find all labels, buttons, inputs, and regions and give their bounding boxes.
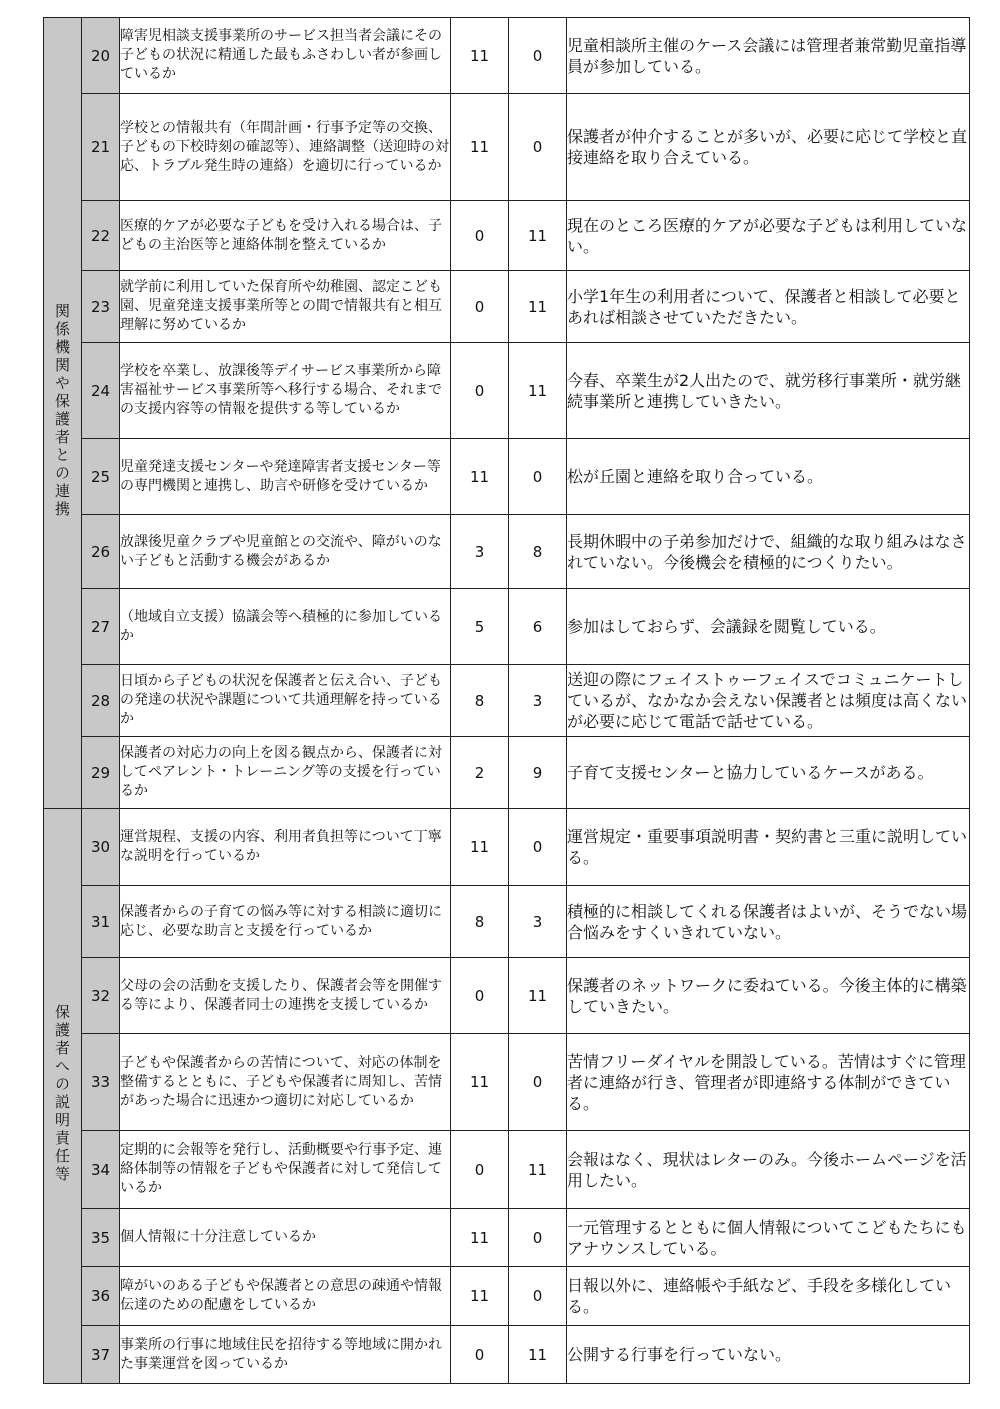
yes-count: 0 xyxy=(451,271,509,343)
comment-text: 長期休暇中の子弟参加だけで、組織的な取り組みはなされていない。今後機会を積極的につくりたい。 xyxy=(567,515,970,589)
item-number: 22 xyxy=(82,201,120,271)
question-text: 障害児相談支援事業所のサービス担当者会議にその子どもの状況に精通した最もふさわしい者が参画しているか xyxy=(120,18,451,94)
item-number: 30 xyxy=(82,809,120,886)
comment-text: 積極的に相談してくれる保護者はよいが、そうでない場合悩みをすくいきれていない。 xyxy=(567,886,970,958)
item-number: 35 xyxy=(82,1209,120,1267)
comment-text: 保護者のネットワークに委ねている。今後主体的に構築していきたい。 xyxy=(567,958,970,1034)
table-row xyxy=(44,515,970,589)
comment-text: 保護者が仲介することが多いが、必要に応じて学校と直接連絡を取り合えている。 xyxy=(567,94,970,201)
no-count: 11 xyxy=(509,1326,567,1384)
no-count: 9 xyxy=(509,737,567,809)
yes-count: 0 xyxy=(451,958,509,1034)
item-number: 23 xyxy=(82,271,120,343)
no-count: 0 xyxy=(509,809,567,886)
question-text: 児童発達支援センターや発達障害者支援センター等の専門機関と連携し、助言や研修を受けているか xyxy=(120,439,451,515)
yes-count: 11 xyxy=(451,1209,509,1267)
question-text: （地域自立支援）協議会等へ積極的に参加しているか xyxy=(120,589,451,665)
question-text: 個人情報に十分注意しているか xyxy=(120,1209,451,1267)
comment-text: 送迎の際にフェイストゥーフェイスでコミュニケートしているが、なかなか会えない保護者とは頻度は高くないが必要に応じて電話で話せている。 xyxy=(567,665,970,737)
category-cell xyxy=(44,18,82,809)
yes-count: 8 xyxy=(451,886,509,958)
no-count: 11 xyxy=(509,271,567,343)
table-row xyxy=(44,737,970,809)
question-text: 運営規程、支援の内容、利用者負担等について丁寧な説明を行っているか xyxy=(120,809,451,886)
table-row xyxy=(44,201,970,271)
category-cell xyxy=(44,809,82,1384)
no-count: 11 xyxy=(509,1131,567,1209)
table-row xyxy=(44,439,970,515)
question-text: 子どもや保護者からの苦情について、対応の体制を整備するとともに、子どもや保護者に周知し、苦情があった場合に迅速かつ適切に対応しているか xyxy=(120,1034,451,1131)
question-text: 父母の会の活動を支援したり、保護者会等を開催する等により、保護者同士の連携を支援しているか xyxy=(120,958,451,1034)
yes-count: 11 xyxy=(451,18,509,94)
no-count: 3 xyxy=(509,665,567,737)
table-row xyxy=(44,809,970,886)
yes-count: 11 xyxy=(451,1034,509,1131)
table-row xyxy=(44,271,970,343)
question-text: 日頃から子どもの状況を保護者と伝え合い、子どもの発達の状況や課題について共通理解を持っているか xyxy=(120,665,451,737)
comment-text: 現在のところ医療的ケアが必要な子どもは利用していない。 xyxy=(567,201,970,271)
item-number: 32 xyxy=(82,958,120,1034)
item-number: 27 xyxy=(82,589,120,665)
yes-count: 11 xyxy=(451,809,509,886)
comment-text: 日報以外に、連絡帳や手紙など、手段を多様化している。 xyxy=(567,1267,970,1326)
no-count: 0 xyxy=(509,1267,567,1326)
comment-text: 子育て支援センターと協力しているケースがある。 xyxy=(567,737,970,809)
table-row xyxy=(44,589,970,665)
yes-count: 11 xyxy=(451,94,509,201)
table-row xyxy=(44,18,970,94)
question-text: 学校を卒業し、放課後等デイサービス事業所から障害福祉サービス事業所等へ移行する場合、それまでの支援内容等の情報を提供する等しているか xyxy=(120,343,451,439)
item-number: 26 xyxy=(82,515,120,589)
yes-count: 11 xyxy=(451,439,509,515)
yes-count: 8 xyxy=(451,665,509,737)
table-row xyxy=(44,958,970,1034)
yes-count: 5 xyxy=(451,589,509,665)
item-number: 20 xyxy=(82,18,120,94)
table-row xyxy=(44,886,970,958)
yes-count: 0 xyxy=(451,343,509,439)
table-row xyxy=(44,1326,970,1384)
comment-text: 苦情フリーダイヤルを開設している。苦情はすぐに管理者に連絡が行き、管理者が即連絡する体制ができている。 xyxy=(567,1034,970,1131)
question-text: 事業所の行事に地域住民を招待する等地域に開かれた事業運営を図っているか xyxy=(120,1326,451,1384)
no-count: 0 xyxy=(509,1034,567,1131)
no-count: 0 xyxy=(509,18,567,94)
comment-text: 公開する行事を行っていない。 xyxy=(567,1326,970,1384)
comment-text: 会報はなく、現状はレターのみ。今後ホームページを活用したい。 xyxy=(567,1131,970,1209)
evaluation-table xyxy=(43,17,970,1384)
item-number: 25 xyxy=(82,439,120,515)
yes-count: 0 xyxy=(451,1326,509,1384)
item-number: 31 xyxy=(82,886,120,958)
no-count: 8 xyxy=(509,515,567,589)
question-text: 医療的ケアが必要な子どもを受け入れる場合は、子どもの主治医等と連絡体制を整えているか xyxy=(120,201,451,271)
yes-count: 0 xyxy=(451,1131,509,1209)
no-count: 0 xyxy=(509,439,567,515)
no-count: 11 xyxy=(509,343,567,439)
item-number: 24 xyxy=(82,343,120,439)
comment-text: 小学1年生の利用者について、保護者と相談して必要とあれば相談させていただきたい。 xyxy=(567,271,970,343)
table-row xyxy=(44,1034,970,1131)
item-number: 37 xyxy=(82,1326,120,1384)
comment-text: 今春、卒業生が2人出たので、就労移行事業所・就労継続事業所と連携していきたい。 xyxy=(567,343,970,439)
item-number: 21 xyxy=(82,94,120,201)
no-count: 3 xyxy=(509,886,567,958)
question-text: 学校との情報共有（年間計画・行事予定等の交換、子どもの下校時刻の確認等）、連絡調整（送迎時の対応、トラブル発生時の連絡）を適切に行っているか xyxy=(120,94,451,201)
item-number: 34 xyxy=(82,1131,120,1209)
question-text: 放課後児童クラブや児童館との交流や、障がいのない子どもと活動する機会があるか xyxy=(120,515,451,589)
no-count: 6 xyxy=(509,589,567,665)
item-number: 33 xyxy=(82,1034,120,1131)
question-text: 障がいのある子どもや保護者との意思の疎通や情報伝達のための配慮をしているか xyxy=(120,1267,451,1326)
comment-text: 参加はしておらず、会議録を閲覧している。 xyxy=(567,589,970,665)
no-count: 0 xyxy=(509,94,567,201)
category-label: 関係機関や保護者との連携 xyxy=(53,303,71,519)
yes-count: 3 xyxy=(451,515,509,589)
question-text: 就学前に利用していた保育所や幼稚園、認定こども園、児童発達支援事業所等との間で情報共有と相互理解に努めているか xyxy=(120,271,451,343)
question-text: 定期的に会報等を発行し、活動概要や行事予定、連絡体制等の情報を子どもや保護者に対して発信しているか xyxy=(120,1131,451,1209)
comment-text: 運営規定・重要事項説明書・契約書と三重に説明している。 xyxy=(567,809,970,886)
comment-text: 児童相談所主催のケース会議には管理者兼常勤児童指導員が参加している。 xyxy=(567,18,970,94)
table-row xyxy=(44,1267,970,1326)
question-text: 保護者の対応力の向上を図る観点から、保護者に対してペアレント・トレーニング等の支援を行っているか xyxy=(120,737,451,809)
yes-count: 2 xyxy=(451,737,509,809)
yes-count: 0 xyxy=(451,201,509,271)
category-label: 保護者への説明責任等 xyxy=(53,1004,71,1184)
table-row xyxy=(44,94,970,201)
no-count: 11 xyxy=(509,958,567,1034)
item-number: 29 xyxy=(82,737,120,809)
table-row xyxy=(44,1131,970,1209)
table-row xyxy=(44,665,970,737)
no-count: 0 xyxy=(509,1209,567,1267)
table-row xyxy=(44,1209,970,1267)
comment-text: 松が丘園と連絡を取り合っている。 xyxy=(567,439,970,515)
question-text: 保護者からの子育ての悩み等に対する相談に適切に応じ、必要な助言と支援を行っているか xyxy=(120,886,451,958)
item-number: 36 xyxy=(82,1267,120,1326)
yes-count: 11 xyxy=(451,1267,509,1326)
comment-text: 一元管理するとともに個人情報についてこどもたちにもアナウンスしている。 xyxy=(567,1209,970,1267)
table-row xyxy=(44,343,970,439)
no-count: 11 xyxy=(509,201,567,271)
item-number: 28 xyxy=(82,665,120,737)
